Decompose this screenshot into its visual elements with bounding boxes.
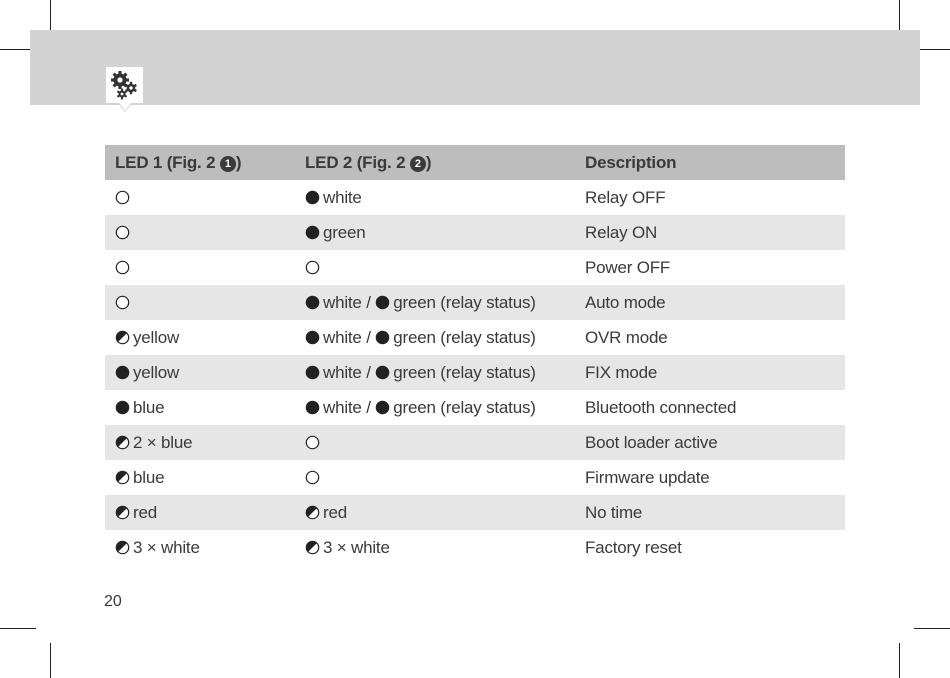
led-on-icon bbox=[305, 365, 320, 380]
led2-label: white / bbox=[323, 292, 376, 312]
led-off-icon bbox=[115, 225, 130, 240]
description-cell: No time bbox=[575, 495, 845, 530]
led-off-icon bbox=[115, 260, 130, 275]
description-cell: Power OFF bbox=[585, 257, 671, 277]
led2-label: white / bbox=[323, 397, 376, 417]
led-on-icon bbox=[375, 400, 390, 415]
led1-cell bbox=[105, 285, 295, 320]
led2-label: white / bbox=[323, 327, 376, 347]
led-off-icon bbox=[305, 470, 320, 485]
led2-cell bbox=[295, 320, 575, 355]
led-flashing-icon bbox=[305, 505, 320, 520]
led-on-icon bbox=[305, 225, 320, 240]
led2-cell bbox=[295, 250, 575, 285]
header-band bbox=[30, 30, 920, 105]
led2-cell bbox=[295, 355, 575, 390]
led2-cell bbox=[295, 530, 575, 565]
led1-label: yellow bbox=[133, 327, 180, 347]
led-on-icon bbox=[115, 400, 130, 415]
led2-label: green bbox=[323, 222, 366, 242]
table-row bbox=[105, 250, 845, 285]
description-cell: Bluetooth connected bbox=[585, 397, 737, 417]
led1-label: 3 × white bbox=[133, 537, 200, 557]
led2-cell bbox=[295, 180, 575, 215]
crop-mark bbox=[899, 643, 900, 678]
led2-cell bbox=[295, 425, 575, 460]
led2-label: 3 × white bbox=[323, 537, 390, 557]
led-flashing-icon bbox=[305, 540, 320, 555]
led2-label: white / bbox=[323, 362, 376, 382]
table-row bbox=[105, 180, 845, 215]
badge-pointer bbox=[119, 103, 131, 111]
table-row bbox=[105, 495, 845, 530]
led-flashing-icon bbox=[115, 330, 130, 345]
led1-label: blue bbox=[133, 397, 165, 417]
description-cell: Firmware update bbox=[585, 467, 710, 487]
description-cell: Auto mode bbox=[575, 285, 845, 320]
led2-cell bbox=[295, 390, 575, 425]
table-row bbox=[105, 425, 845, 460]
led2-label: green (relay status) bbox=[393, 327, 536, 347]
led-flashing-icon bbox=[115, 435, 130, 450]
table-row bbox=[105, 530, 845, 565]
led-off-icon bbox=[305, 260, 320, 275]
led2-label: green (relay status) bbox=[393, 362, 536, 382]
led-flashing-icon bbox=[115, 540, 130, 555]
led1-cell bbox=[105, 355, 295, 390]
led-on-icon bbox=[375, 330, 390, 345]
table-row bbox=[105, 285, 845, 320]
gears-icon bbox=[110, 70, 140, 100]
led-on-icon bbox=[375, 365, 390, 380]
table-header-row bbox=[105, 145, 845, 180]
led-on-icon bbox=[305, 400, 320, 415]
led2-label: green (relay status) bbox=[393, 292, 536, 312]
header-led2: LED 2 (Fig. 2 2 ) bbox=[295, 145, 575, 180]
description-cell: Boot loader active bbox=[575, 425, 845, 460]
led1-cell bbox=[105, 215, 295, 250]
figure-number-badge: 1 bbox=[220, 156, 236, 172]
description-cell: Relay OFF bbox=[585, 187, 666, 207]
led-off-icon bbox=[115, 295, 130, 310]
led1-label: yellow bbox=[133, 362, 180, 382]
led1-cell bbox=[105, 390, 295, 425]
led-on-icon bbox=[115, 365, 130, 380]
led-flashing-icon bbox=[115, 470, 130, 485]
gear-badge bbox=[106, 67, 143, 103]
led2-label: green (relay status) bbox=[393, 397, 536, 417]
crop-mark bbox=[50, 643, 51, 678]
led1-cell bbox=[105, 495, 295, 530]
figure-number-badge: 2 bbox=[410, 156, 426, 172]
led-flashing-icon bbox=[115, 505, 130, 520]
page-number: 20 bbox=[104, 593, 122, 610]
led1-label: blue bbox=[133, 467, 165, 487]
led2-label: white bbox=[323, 187, 362, 207]
led1-cell bbox=[105, 530, 295, 565]
description-cell: FIX mode bbox=[575, 355, 845, 390]
crop-mark bbox=[0, 628, 36, 629]
description-cell: Relay ON bbox=[575, 215, 845, 250]
description-cell: Factory reset bbox=[585, 537, 682, 557]
table-row bbox=[105, 215, 845, 250]
led2-label: red bbox=[323, 502, 347, 522]
led1-cell bbox=[105, 320, 295, 355]
led-on-icon bbox=[305, 190, 320, 205]
led-status-table bbox=[105, 145, 845, 565]
led-off-icon bbox=[115, 190, 130, 205]
led2-cell bbox=[295, 285, 575, 320]
led1-cell bbox=[105, 460, 295, 495]
led1-cell bbox=[105, 425, 295, 460]
led-on-icon bbox=[375, 295, 390, 310]
table-row bbox=[105, 320, 845, 355]
led1-cell bbox=[105, 250, 295, 285]
table-row bbox=[105, 390, 845, 425]
led2-cell bbox=[295, 495, 575, 530]
header-led1: LED 1 (Fig. 2 1 ) bbox=[105, 145, 295, 180]
table-row bbox=[105, 355, 845, 390]
header-description: Description bbox=[575, 145, 845, 180]
led-on-icon bbox=[305, 330, 320, 345]
crop-mark bbox=[914, 628, 950, 629]
led1-label: 2 × blue bbox=[133, 432, 193, 452]
led2-cell bbox=[295, 215, 575, 250]
table-row bbox=[105, 460, 845, 495]
led-on-icon bbox=[305, 295, 320, 310]
description-cell: OVR mode bbox=[585, 327, 668, 347]
led-off-icon bbox=[305, 435, 320, 450]
led2-cell bbox=[295, 460, 575, 495]
led1-cell bbox=[105, 180, 295, 215]
led1-label: red bbox=[133, 502, 157, 522]
